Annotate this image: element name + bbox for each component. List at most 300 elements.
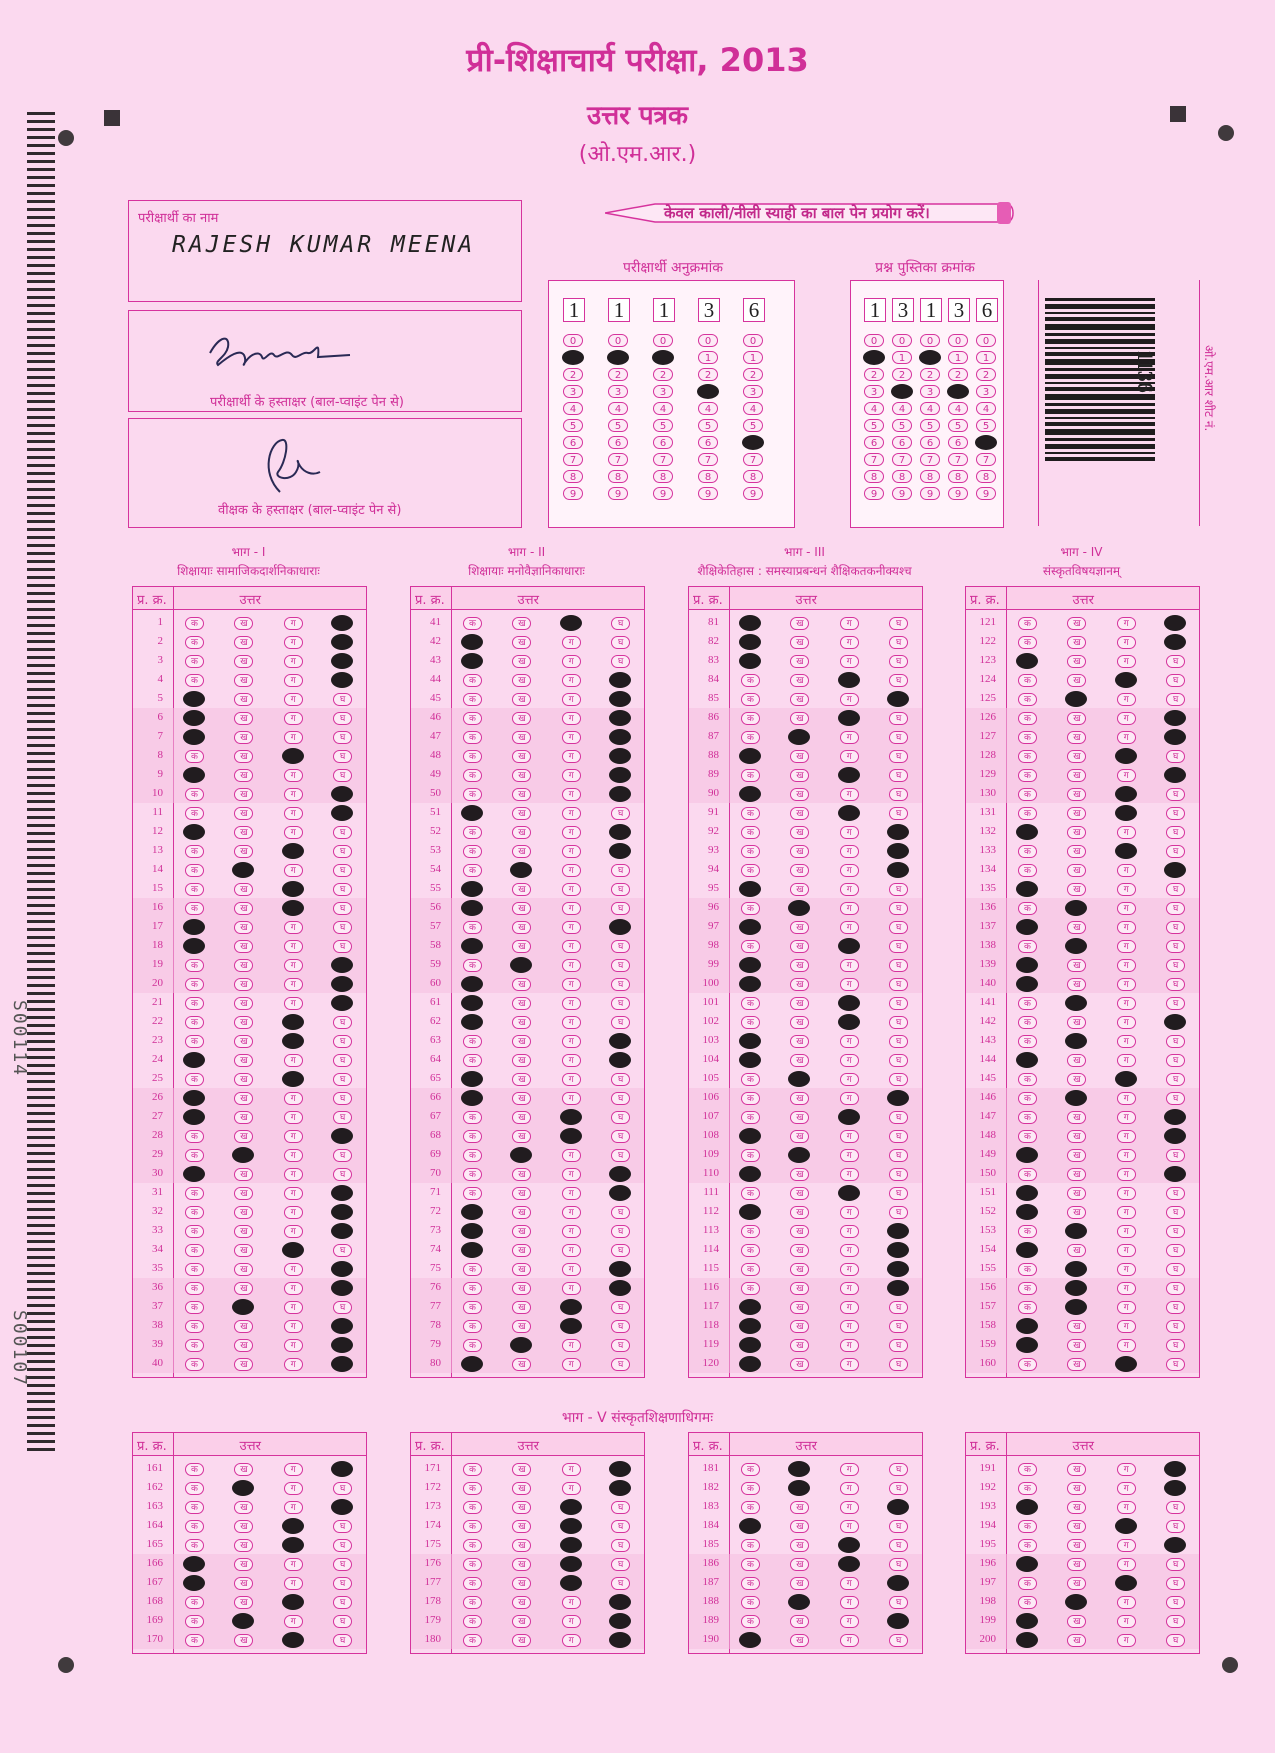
answer-bubble[interactable]: क [185,1244,204,1257]
answer-bubble[interactable]: ख [512,617,531,630]
answer-bubble[interactable] [461,938,483,954]
answer-bubble[interactable]: घ [333,1092,352,1105]
answer-bubble[interactable]: ग [1117,655,1136,668]
answer-bubble[interactable]: ग [1117,1539,1136,1552]
answer-bubble[interactable]: क [741,674,760,687]
answer-bubble[interactable]: ग [284,1482,303,1495]
answer-bubble[interactable]: ख [234,1320,253,1333]
answer-bubble[interactable]: घ [1166,1282,1185,1295]
answer-bubble[interactable] [183,767,205,783]
roll-digit-bubble[interactable] [652,350,674,365]
answer-bubble[interactable]: घ [889,1206,908,1219]
answer-bubble[interactable]: ग [562,845,581,858]
answer-bubble[interactable]: घ [611,940,630,953]
answer-bubble[interactable]: क [741,1539,760,1552]
answer-bubble[interactable] [887,1499,909,1515]
answer-bubble[interactable]: ख [234,1577,253,1590]
answer-bubble[interactable]: ख [1067,1130,1086,1143]
answer-bubble[interactable]: क [185,750,204,763]
answer-bubble[interactable]: क [185,1073,204,1086]
answer-bubble[interactable] [461,881,483,897]
answer-bubble[interactable]: घ [889,1301,908,1314]
answer-bubble[interactable]: घ [889,997,908,1010]
answer-bubble[interactable]: घ [889,1073,908,1086]
answer-bubble[interactable]: घ [889,750,908,763]
answer-bubble[interactable]: ख [234,617,253,630]
answer-bubble[interactable]: क [1018,1073,1037,1086]
roll-digit-bubble[interactable]: 1 [743,351,763,364]
answer-bubble[interactable]: क [185,1187,204,1200]
answer-bubble[interactable] [887,1613,909,1629]
answer-bubble[interactable]: क [185,1263,204,1276]
answer-bubble[interactable]: घ [611,1092,630,1105]
answer-bubble[interactable] [282,1033,304,1049]
booklet-digit-bubble[interactable]: 1 [976,351,996,364]
answer-bubble[interactable]: क [185,1035,204,1048]
answer-bubble[interactable]: क [463,1130,482,1143]
answer-bubble[interactable]: ख [234,959,253,972]
answer-bubble[interactable]: ख [1067,674,1086,687]
answer-bubble[interactable]: ख [1067,712,1086,725]
answer-bubble[interactable]: घ [611,1111,630,1124]
answer-bubble[interactable]: ख [1067,864,1086,877]
answer-bubble[interactable] [887,1261,909,1277]
roll-digit-bubble[interactable]: 9 [563,487,583,500]
answer-bubble[interactable] [1016,1318,1038,1334]
answer-bubble[interactable]: ख [512,769,531,782]
answer-bubble[interactable]: घ [889,1168,908,1181]
answer-bubble[interactable]: घ [333,1301,352,1314]
answer-bubble[interactable]: ख [512,1130,531,1143]
answer-bubble[interactable]: क [741,940,760,953]
answer-bubble[interactable]: क [741,1225,760,1238]
answer-bubble[interactable] [461,805,483,821]
roll-digit-bubble[interactable]: 9 [743,487,763,500]
answer-bubble[interactable] [609,767,631,783]
answer-bubble[interactable] [282,1537,304,1553]
answer-bubble[interactable]: घ [611,997,630,1010]
answer-bubble[interactable]: ग [1117,978,1136,991]
answer-bubble[interactable]: घ [611,1358,630,1371]
answer-bubble[interactable]: घ [611,1130,630,1143]
answer-bubble[interactable]: घ [1166,1634,1185,1647]
answer-bubble[interactable]: क [1018,1520,1037,1533]
answer-bubble[interactable] [609,1261,631,1277]
answer-bubble[interactable]: ग [284,959,303,972]
answer-bubble[interactable]: ग [840,1282,859,1295]
answer-bubble[interactable]: घ [1166,1206,1185,1219]
answer-bubble[interactable] [609,1185,631,1201]
answer-bubble[interactable]: क [741,1263,760,1276]
answer-bubble[interactable]: घ [611,1577,630,1590]
answer-bubble[interactable]: घ [611,959,630,972]
answer-bubble[interactable]: ग [284,940,303,953]
answer-bubble[interactable]: क [741,1187,760,1200]
roll-digit-bubble[interactable]: 1 [698,351,718,364]
answer-bubble[interactable] [1016,1204,1038,1220]
answer-bubble[interactable] [1016,824,1038,840]
answer-bubble[interactable]: ख [1067,1463,1086,1476]
answer-bubble[interactable]: क [463,826,482,839]
booklet-digit-bubble[interactable]: 2 [892,368,912,381]
answer-bubble[interactable] [609,1632,631,1648]
answer-bubble[interactable]: घ [333,902,352,915]
answer-bubble[interactable]: घ [889,1130,908,1143]
answer-bubble[interactable] [461,1223,483,1239]
answer-bubble[interactable] [887,1575,909,1591]
answer-bubble[interactable]: घ [1166,845,1185,858]
answer-bubble[interactable]: घ [1166,1149,1185,1162]
answer-bubble[interactable] [838,1014,860,1030]
answer-bubble[interactable] [1164,1128,1186,1144]
answer-bubble[interactable]: ग [562,1282,581,1295]
answer-bubble[interactable] [183,824,205,840]
answer-bubble[interactable]: ग [284,1206,303,1219]
answer-bubble[interactable]: ख [1067,1501,1086,1514]
booklet-digit-bubble[interactable]: 5 [892,419,912,432]
answer-bubble[interactable]: ख [790,940,809,953]
answer-bubble[interactable]: क [1018,1016,1037,1029]
answer-bubble[interactable]: क [463,731,482,744]
booklet-digit-bubble[interactable]: 3 [864,385,884,398]
booklet-digit-bubble[interactable]: 4 [920,402,940,415]
answer-bubble[interactable] [1164,634,1186,650]
answer-bubble[interactable] [739,881,761,897]
answer-bubble[interactable]: क [463,1263,482,1276]
answer-bubble[interactable]: ग [1117,1244,1136,1257]
roll-digit-bubble[interactable]: 2 [743,368,763,381]
answer-bubble[interactable]: ख [512,845,531,858]
answer-bubble[interactable]: ख [512,1463,531,1476]
answer-bubble[interactable]: घ [1166,1263,1185,1276]
answer-bubble[interactable]: ख [512,1073,531,1086]
answer-bubble[interactable]: क [741,769,760,782]
answer-bubble[interactable]: ग [562,1149,581,1162]
answer-bubble[interactable]: घ [611,1206,630,1219]
answer-bubble[interactable]: ख [1067,978,1086,991]
answer-bubble[interactable]: घ [889,1320,908,1333]
answer-bubble[interactable]: ग [1117,693,1136,706]
answer-bubble[interactable]: ग [840,1501,859,1514]
answer-bubble[interactable] [183,710,205,726]
answer-bubble[interactable]: क [1018,636,1037,649]
booklet-digit-bubble[interactable]: 2 [920,368,940,381]
answer-bubble[interactable]: क [463,1558,482,1571]
answer-bubble[interactable]: ख [512,807,531,820]
answer-bubble[interactable] [560,1499,582,1515]
answer-bubble[interactable]: ख [234,1539,253,1552]
answer-bubble[interactable]: ग [840,1577,859,1590]
answer-bubble[interactable]: घ [1166,959,1185,972]
answer-bubble[interactable]: क [1018,1539,1037,1552]
answer-bubble[interactable]: ख [234,1035,253,1048]
answer-bubble[interactable] [887,1280,909,1296]
answer-bubble[interactable]: घ [333,1558,352,1571]
answer-bubble[interactable] [1164,1537,1186,1553]
answer-bubble[interactable]: घ [1166,1092,1185,1105]
answer-bubble[interactable]: ख [234,655,253,668]
answer-bubble[interactable]: ख [1067,1244,1086,1257]
booklet-digit-bubble[interactable]: 7 [976,453,996,466]
answer-bubble[interactable] [331,786,353,802]
answer-bubble[interactable]: घ [889,1016,908,1029]
answer-bubble[interactable]: ख [234,1092,253,1105]
answer-bubble[interactable]: ख [1067,1615,1086,1628]
answer-bubble[interactable]: ख [234,845,253,858]
answer-bubble[interactable]: ग [1117,997,1136,1010]
answer-bubble[interactable] [282,1594,304,1610]
booklet-digit-bubble[interactable]: 9 [892,487,912,500]
answer-bubble[interactable]: ग [840,1168,859,1181]
answer-bubble[interactable]: ख [790,1016,809,1029]
answer-bubble[interactable]: क [1018,997,1037,1010]
answer-bubble[interactable]: क [1018,769,1037,782]
answer-bubble[interactable] [739,634,761,650]
answer-bubble[interactable]: ख [512,1282,531,1295]
answer-bubble[interactable] [788,1461,810,1477]
answer-bubble[interactable]: ग [284,807,303,820]
answer-bubble[interactable]: घ [611,636,630,649]
answer-bubble[interactable]: ग [284,1301,303,1314]
answer-bubble[interactable]: ग [284,1320,303,1333]
answer-bubble[interactable]: क [1018,712,1037,725]
answer-bubble[interactable] [461,976,483,992]
answer-bubble[interactable] [838,1556,860,1572]
answer-bubble[interactable]: ख [512,1577,531,1590]
answer-bubble[interactable]: ग [284,731,303,744]
answer-bubble[interactable]: ग [562,1168,581,1181]
answer-bubble[interactable]: ग [1117,1035,1136,1048]
answer-bubble[interactable]: ख [790,750,809,763]
answer-bubble[interactable]: ग [840,845,859,858]
roll-digit-bubble[interactable]: 8 [608,470,628,483]
answer-bubble[interactable]: ख [512,997,531,1010]
answer-bubble[interactable]: क [741,1615,760,1628]
answer-bubble[interactable]: ग [284,1358,303,1371]
answer-bubble[interactable]: ख [1067,1520,1086,1533]
answer-bubble[interactable]: ख [234,1520,253,1533]
answer-bubble[interactable]: ग [562,1016,581,1029]
answer-bubble[interactable]: ग [562,769,581,782]
answer-bubble[interactable]: क [463,674,482,687]
answer-bubble[interactable] [887,862,909,878]
answer-bubble[interactable]: घ [611,1501,630,1514]
answer-bubble[interactable]: ख [512,1539,531,1552]
answer-bubble[interactable]: ख [790,1320,809,1333]
answer-bubble[interactable]: ग [840,1149,859,1162]
answer-bubble[interactable]: ग [840,921,859,934]
answer-bubble[interactable]: क [463,1463,482,1476]
answer-bubble[interactable]: घ [1166,807,1185,820]
answer-bubble[interactable]: क [741,693,760,706]
roll-digit-bubble[interactable] [742,435,764,450]
answer-bubble[interactable]: ग [1117,1111,1136,1124]
answer-bubble[interactable]: क [463,959,482,972]
answer-bubble[interactable] [838,938,860,954]
answer-bubble[interactable]: घ [1166,1035,1185,1048]
answer-bubble[interactable]: ख [234,1263,253,1276]
answer-bubble[interactable] [282,1014,304,1030]
candidate-name-value[interactable]: RAJESH KUMAR MEENA [172,232,476,258]
answer-bubble[interactable]: ग [1117,1339,1136,1352]
answer-bubble[interactable]: घ [1166,1501,1185,1514]
answer-bubble[interactable] [1016,957,1038,973]
answer-bubble[interactable]: घ [611,1320,630,1333]
answer-bubble[interactable]: ग [562,1263,581,1276]
answer-bubble[interactable]: ख [1067,1482,1086,1495]
answer-bubble[interactable] [1016,1337,1038,1353]
answer-bubble[interactable]: घ [333,1111,352,1124]
answer-bubble[interactable]: ख [1067,826,1086,839]
answer-bubble[interactable]: ग [840,1320,859,1333]
answer-bubble[interactable]: घ [333,1520,352,1533]
answer-bubble[interactable]: क [1018,788,1037,801]
answer-bubble[interactable]: ख [512,750,531,763]
answer-bubble[interactable]: घ [611,902,630,915]
booklet-digit-bubble[interactable]: 5 [920,419,940,432]
answer-bubble[interactable] [560,1109,582,1125]
answer-bubble[interactable]: ग [562,1596,581,1609]
answer-bubble[interactable] [331,957,353,973]
answer-bubble[interactable]: घ [1166,1320,1185,1333]
answer-bubble[interactable]: ग [284,1263,303,1276]
answer-bubble[interactable]: क [185,1016,204,1029]
answer-bubble[interactable] [1115,1518,1137,1534]
answer-bubble[interactable]: क [185,978,204,991]
answer-bubble[interactable]: क [1018,617,1037,630]
answer-bubble[interactable]: ग [1117,959,1136,972]
roll-handwritten-digit[interactable]: 1 [653,298,675,322]
booklet-digit-bubble[interactable]: 3 [976,385,996,398]
roll-digit-bubble[interactable]: 3 [653,385,673,398]
answer-bubble[interactable]: क [463,769,482,782]
answer-bubble[interactable]: ख [234,750,253,763]
answer-bubble[interactable]: क [741,1577,760,1590]
answer-bubble[interactable]: ख [790,1187,809,1200]
answer-bubble[interactable]: ग [1117,864,1136,877]
answer-bubble[interactable]: क [185,1596,204,1609]
answer-bubble[interactable]: क [1018,1263,1037,1276]
answer-bubble[interactable]: ख [1067,769,1086,782]
answer-bubble[interactable]: क [1018,807,1037,820]
answer-bubble[interactable]: क [741,1244,760,1257]
answer-bubble[interactable] [331,634,353,650]
booklet-digit-bubble[interactable]: 2 [864,368,884,381]
answer-bubble[interactable]: घ [1166,1520,1185,1533]
answer-bubble[interactable]: ग [1117,1596,1136,1609]
answer-bubble[interactable] [1164,615,1186,631]
answer-bubble[interactable]: घ [1166,1301,1185,1314]
answer-bubble[interactable]: क [185,864,204,877]
answer-bubble[interactable]: घ [889,674,908,687]
answer-bubble[interactable]: घ [889,978,908,991]
answer-bubble[interactable]: ग [1117,1263,1136,1276]
answer-bubble[interactable]: ख [1067,1073,1086,1086]
answer-bubble[interactable]: ख [790,807,809,820]
answer-bubble[interactable]: ख [1067,1339,1086,1352]
answer-bubble[interactable]: ख [790,655,809,668]
answer-bubble[interactable]: घ [889,1187,908,1200]
answer-bubble[interactable]: ख [234,940,253,953]
answer-bubble[interactable]: ग [840,1054,859,1067]
answer-bubble[interactable] [1115,748,1137,764]
answer-bubble[interactable]: ख [512,1596,531,1609]
roll-handwritten-digit[interactable]: 6 [743,298,765,322]
answer-bubble[interactable]: ग [284,1168,303,1181]
roll-digit-bubble[interactable]: 7 [653,453,673,466]
answer-bubble[interactable] [838,767,860,783]
answer-bubble[interactable] [282,1242,304,1258]
answer-bubble[interactable]: ग [840,1035,859,1048]
answer-bubble[interactable]: ग [562,1206,581,1219]
answer-bubble[interactable]: ग [840,1092,859,1105]
answer-bubble[interactable]: घ [333,1054,352,1067]
booklet-digit-bubble[interactable]: 2 [948,368,968,381]
roll-digit-bubble[interactable]: 6 [653,436,673,449]
answer-bubble[interactable]: क [1018,1596,1037,1609]
answer-bubble[interactable]: ग [284,655,303,668]
answer-bubble[interactable]: क [463,1054,482,1067]
answer-bubble[interactable]: ग [562,1035,581,1048]
answer-bubble[interactable]: ख [1067,1634,1086,1647]
booklet-digit-bubble[interactable] [863,350,885,365]
roll-digit-bubble[interactable]: 0 [743,334,763,347]
answer-bubble[interactable]: ख [234,1206,253,1219]
answer-bubble[interactable]: ख [790,1634,809,1647]
answer-bubble[interactable]: ख [790,921,809,934]
answer-bubble[interactable] [282,1071,304,1087]
answer-bubble[interactable]: क [185,883,204,896]
answer-bubble[interactable]: ग [284,864,303,877]
answer-bubble[interactable]: क [463,1634,482,1647]
answer-bubble[interactable]: घ [611,1539,630,1552]
answer-bubble[interactable]: क [1018,845,1037,858]
answer-bubble[interactable] [331,1185,353,1201]
answer-bubble[interactable]: क [463,1168,482,1181]
answer-bubble[interactable]: क [1018,864,1037,877]
answer-bubble[interactable]: ग [1117,902,1136,915]
answer-bubble[interactable] [282,1632,304,1648]
answer-bubble[interactable]: ग [284,1339,303,1352]
answer-bubble[interactable] [788,1071,810,1087]
answer-bubble[interactable]: ख [234,1073,253,1086]
answer-bubble[interactable] [739,748,761,764]
answer-bubble[interactable]: क [185,1482,204,1495]
answer-bubble[interactable]: ख [790,1244,809,1257]
answer-bubble[interactable]: क [741,902,760,915]
roll-digit-bubble[interactable]: 4 [608,402,628,415]
answer-bubble[interactable]: ख [512,1320,531,1333]
answer-bubble[interactable]: ख [234,902,253,915]
answer-bubble[interactable]: ख [234,1225,253,1238]
answer-bubble[interactable]: क [185,997,204,1010]
answer-bubble[interactable]: ग [840,1244,859,1257]
answer-bubble[interactable]: ख [1067,636,1086,649]
roll-digit-bubble[interactable]: 8 [653,470,673,483]
answer-bubble[interactable] [183,1052,205,1068]
booklet-handwritten-digit[interactable]: 3 [948,298,970,322]
answer-bubble[interactable]: ग [562,978,581,991]
answer-bubble[interactable] [838,672,860,688]
roll-digit-bubble[interactable]: 2 [563,368,583,381]
answer-bubble[interactable] [609,1480,631,1496]
answer-bubble[interactable] [739,957,761,973]
roll-digit-bubble[interactable]: 5 [653,419,673,432]
answer-bubble[interactable]: क [185,807,204,820]
answer-bubble[interactable]: ग [562,883,581,896]
roll-digit-bubble[interactable]: 9 [653,487,673,500]
answer-bubble[interactable]: क [1018,674,1037,687]
